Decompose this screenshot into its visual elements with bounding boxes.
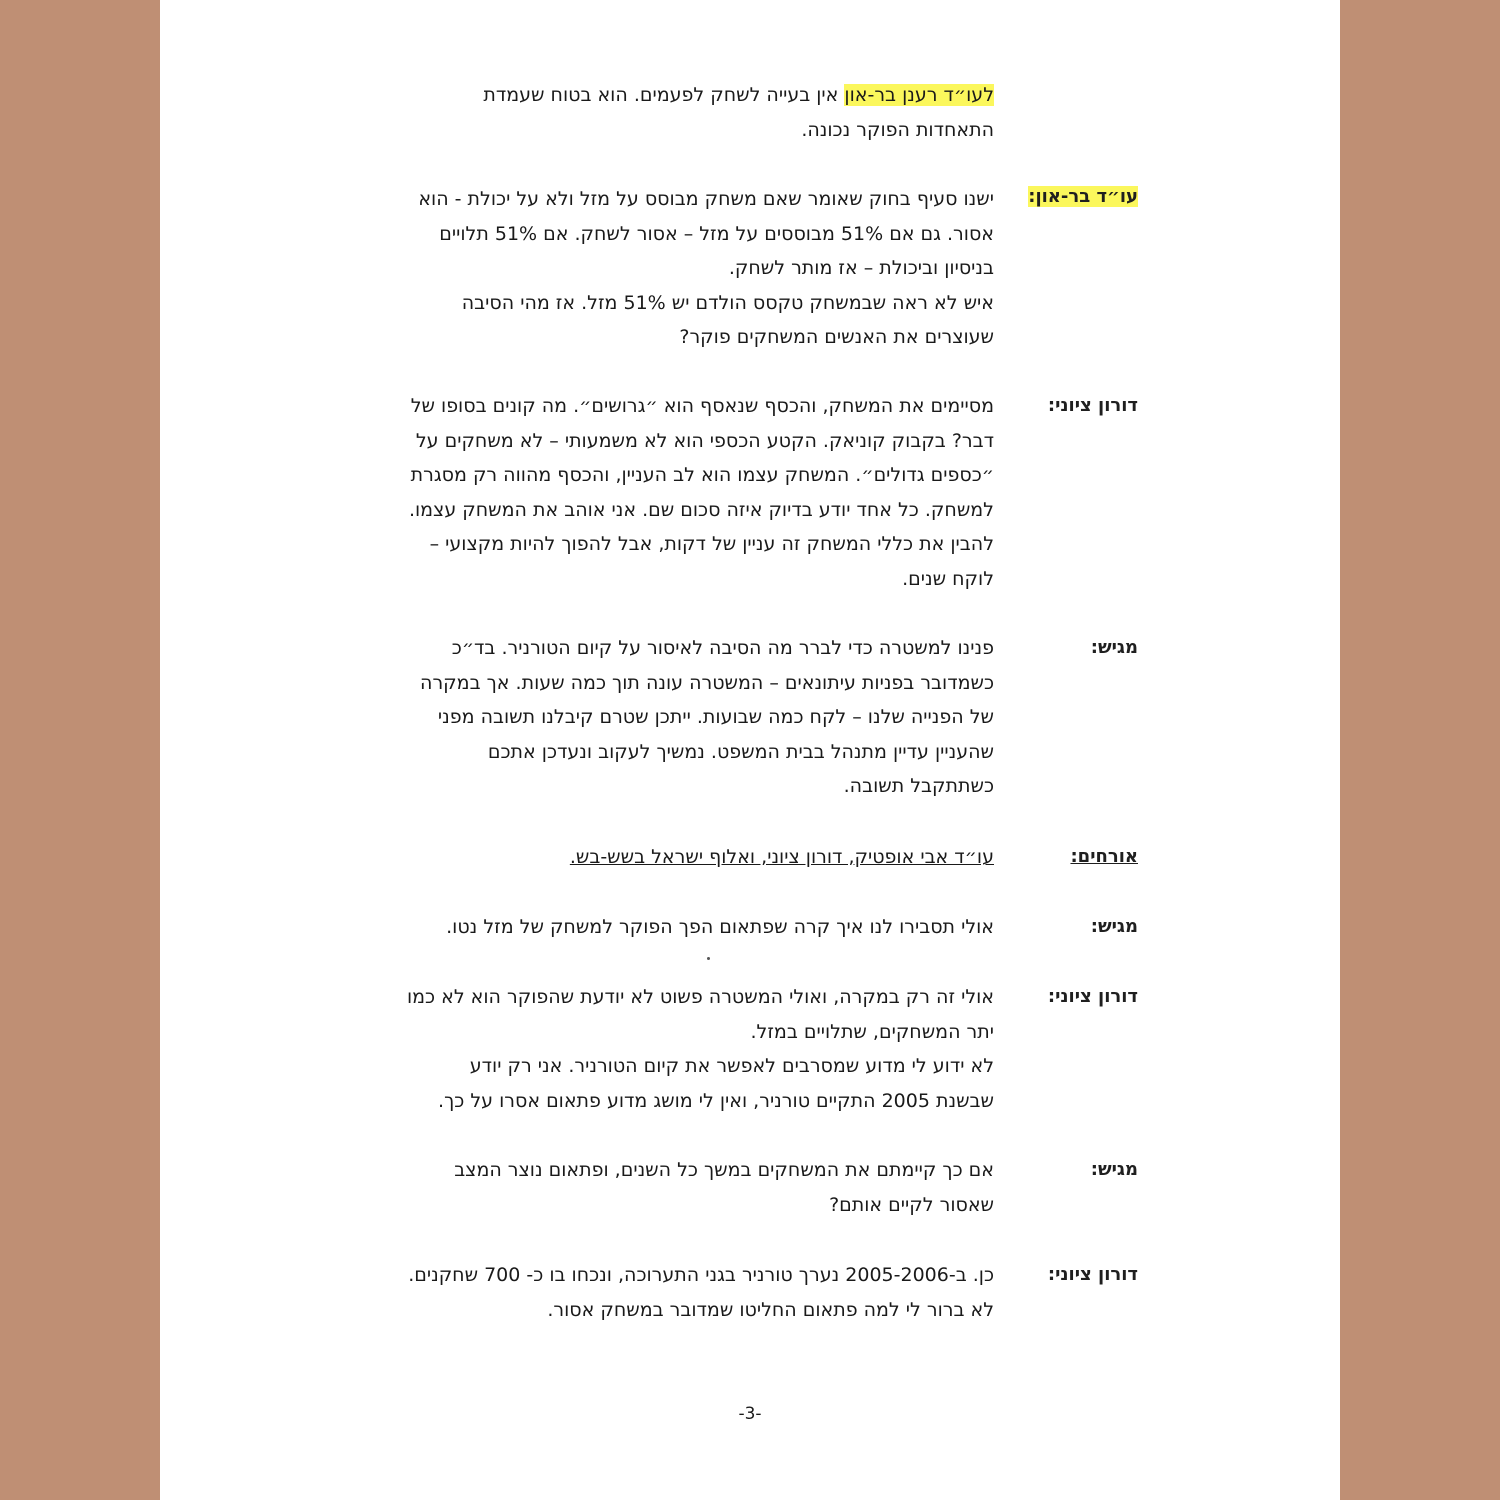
stray-dot: [707, 957, 710, 960]
speech-text: מסיימים את המשחק, והכסף שנאסף הוא ״גרושים״. מה קונים בסופו של דבר? בקבוק קוניאק. הקטע הכספי הוא לא משמעותי – לא משחקים על ״כספים גדולים״. המשחק עצמו הוא לב העניין, והכסף מהווה רק מסגרת למשחק. כל אחד יודע בדיוק איזה סכום שם. אני אוהב את המשחק עצמו. להבין את כללי המשחק זה עניין של דקות, אבל להפוך להיות מקצועי – לוקח שנים.: [408, 395, 994, 590]
speech-text: אולי תסבירו לנו איך קרה שפתאום הפך הפוקר למשחק של מזל נטו.: [446, 916, 994, 938]
speaker-label: מגיש:: [1090, 637, 1138, 658]
speaker-label: מגיש:: [1090, 916, 1138, 937]
highlighted-name: לעו״ד רענן בר-און: [844, 84, 994, 106]
speaker-label: דורון ציוני:: [1047, 395, 1138, 416]
speech-text: ישנו סעיף בחוק שאומר שאם משחק מבוסס על מזל ולא על יכולת - הוא אסור. גם אם 51% מבוססים על מזל – אסור לשחק. אם 51% תלויים בניסיון וביכולת – אז מותר לשחק. איש לא ראה שבמשחק טקסס הולדם יש 51% מזל. אז מהי הסיבה שעוצרים את האנשים המשחקים פוקר?: [418, 188, 994, 348]
speech-text: אם כך קיימתם את המשחקים במשך כל השנים, ופתאום נוצר המצב שאסור לקיים אותם?: [454, 1159, 994, 1216]
speaker-label: דורון ציוני:: [1047, 1264, 1138, 1285]
speaker-label: מגיש:: [1090, 1159, 1138, 1180]
speaker-label: דורון ציוני:: [1047, 986, 1138, 1007]
speaker-label-guests: אורחים:: [1070, 846, 1138, 867]
speech-text: כן. ב-2005-2006 נערך טורניר בגני התערוכה, ונכחו בו כ- 700 שחקנים. לא ברור לי למה פתאום החליטו שמדובר במשחק אסור.: [408, 1264, 994, 1321]
page-number: -3-: [738, 1404, 762, 1424]
intro-line-2: התאחדות הפוקר נכונה.: [801, 118, 994, 141]
document-page: [160, 0, 1340, 1500]
intro-paragraph: [328, 78, 994, 147]
speaker-label: עו״ד בר-און:: [1028, 186, 1138, 207]
guests-list: עו״ד אבי אופטיק, דורון ציוני, ואלוף ישראל בשש-בש.: [569, 846, 994, 868]
intro-line-1: לעו״ד רענן בר-און אין בעייה לשחק לפעמים. הוא בטוח שעמדת: [483, 84, 994, 106]
speech-text: אולי זה רק במקרה, ואולי המשטרה פשוט לא יודעת שהפוקר הוא לא כמו יתר המשחקים, שתלויים במזל. לא ידוע לי מדוע שמסרבים לאפשר את קיום הטורניר. אני רק יודע שבשנת 2005 התקיים טורניר, ואין לי מושג מדוע פתאום אסרו על כך.: [406, 986, 994, 1112]
speech-text: פנינו למשטרה כדי לברר מה הסיבה לאיסור על קיום הטורניר. בד״כ כשמדובר בפניות עיתונאים – המשטרה עונה תוך כמה שעות. אך במקרה של הפנייה שלנו – לקח כמה שבועות. ייתכן שטרם קיבלנו תשובה מפני שהעניין עדיין מתנהל בבית המשפט. נמשיך לעקוב ונעדכן אתכם כשתתקבל תשובה.: [420, 637, 994, 797]
